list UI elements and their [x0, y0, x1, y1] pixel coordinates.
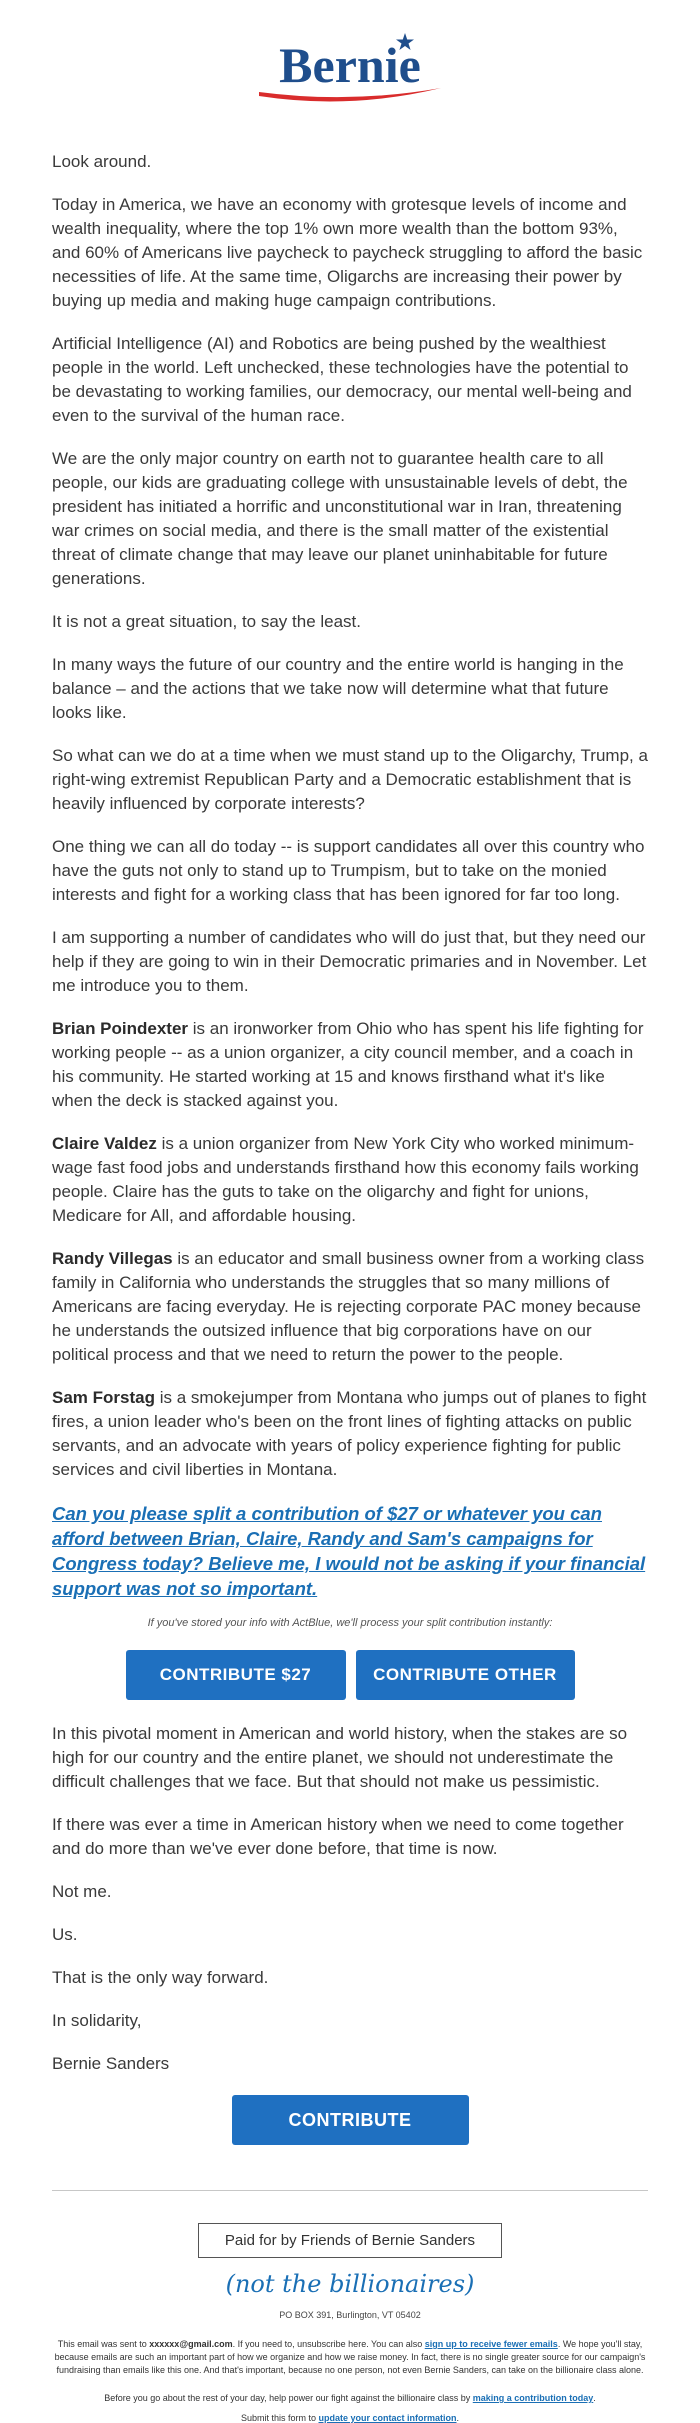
paragraph: Look around.	[52, 152, 152, 171]
paragraph: Artificial Intelligence (AI) and Robotics are being pushed by the wealthiest people in the world. Left unchecked, these technologies have the potential to be devastating to working families, our democracy, our mental well-being and even to the survival of the human race.	[52, 334, 632, 425]
disclaimer-text: . If you need to, unsubscribe here. You can also	[232, 2339, 425, 2349]
candidate-paragraph	[52, 1247, 648, 1367]
candidate-paragraph	[52, 1132, 648, 1228]
paragraph: So what can we do at a time when we must stand up to the Oligarchy, Trump, a right-wing extremist Republican Party and a Democratic establishment that is heavily influenced by corporate interests?	[52, 746, 648, 813]
candidate-name: Claire Valdez	[52, 1134, 157, 1153]
contribute-other-button[interactable]: CONTRIBUTE OTHER	[356, 1650, 575, 1700]
candidate-name: Sam Forstag	[52, 1388, 155, 1407]
paragraph: In this pivotal moment in American and world history, when the stakes are so high for our country and the entire planet, we should not underestimate the difficult challenges that we face. But that should not make us pessimistic.	[52, 1724, 628, 1791]
final-button-row	[52, 2095, 648, 2145]
contribute-line	[0, 2393, 700, 2403]
candidate-name: Brian Poindexter	[52, 1019, 189, 1038]
disclaimer-text: . We hope you'll stay, because emails are such an important part of how we organize and how we raise money. In fact, there is no single greater source for our campaign's fundraising than emails like this one. And that's important, because no one person, not even Bernie Sanders, can take on the billionaire class alone.	[54, 2339, 646, 2375]
paragraph: Not me.	[52, 1882, 112, 1901]
logo-wordmark: Bernie	[279, 37, 421, 93]
mailing-address: PO BOX 391, Burlington, VT 05402	[279, 2310, 421, 2320]
paragraph: That is the only way forward.	[52, 1968, 269, 1987]
contribution-link[interactable]: making a contribution today	[472, 2393, 594, 2403]
candidate-paragraph	[52, 1386, 648, 1482]
disclaimer-text: This email was sent to	[57, 2339, 150, 2349]
contribute-button-row	[52, 1650, 648, 1700]
contribute-line-text: Before you go about the rest of your day, help power our fight against the billionaire class by	[104, 2393, 473, 2403]
email-disclaimer	[0, 2338, 700, 2377]
paragraph: It is not a great situation, to say the least.	[52, 612, 362, 631]
footer-divider	[52, 2190, 648, 2191]
contribute-button[interactable]: CONTRIBUTE	[232, 2095, 469, 2145]
footer	[0, 2223, 700, 2423]
paragraph: One thing we can all do today -- is support candidates all over this country who have the guts not only to stand up to Trumpism, but to take on the monied interests and fight for a working class that has been ignored for far too long.	[52, 837, 645, 904]
recipient-email: xxxxxx@gmail.com	[149, 2339, 233, 2349]
paragraph: We are the only major country on earth not to guarantee health care to all people, our kids are graduating college with unsustainable levels of debt, the president has initiated a horrific and unconstitutional war in Iran, threatening war crimes on social media, and there is the small matter of the existential threat of climate change that may leave our planet uninhabitable for future generations.	[52, 449, 628, 588]
letter-body	[0, 150, 700, 2145]
sign-off: In solidarity,	[52, 2011, 142, 2030]
paragraph: In many ways the future of our country and the entire world is hanging in the balance – and the actions that we take now will determine what that future looks like.	[52, 655, 624, 722]
signature-name: Bernie Sanders	[52, 2054, 170, 2073]
update-line	[0, 2413, 700, 2423]
candidate-description: is an educator and small business owner from a working class family in California who understands the struggles that so many millions of Americans are facing everyday. He is rejecting corporate PAC money because he understands the outsized influence that big corporations have on our political process and that we need to return the power to the people.	[52, 1249, 645, 1364]
closing-section	[52, 1722, 648, 2076]
paragraph: I am supporting a number of candidates who will do just that, but they need our help if they are going to win in their Democratic primaries and in November. Let me introduce you to them.	[52, 928, 647, 995]
contribute-27-button[interactable]: CONTRIBUTE $27	[126, 1650, 346, 1700]
candidate-name: Randy Villegas	[52, 1249, 173, 1268]
paragraph: Today in America, we have an economy with grotesque levels of income and wealth inequality, where the top 1% own more wealth than the bottom 93%, and 60% of Americans live paycheck to paycheck struggling to afford the basic necessities of life. At the same time, Oligarchs are increasing their power by buying up media and making huge campaign contributions.	[52, 195, 643, 310]
period: .	[456, 2413, 460, 2423]
fewer-emails-link[interactable]: sign up to receive fewer emails	[424, 2339, 558, 2349]
candidate-paragraph	[52, 1017, 648, 1113]
paragraph: If there was ever a time in American history when we need to come together and do more than we've ever done before, that time is now.	[52, 1815, 624, 1858]
bernie-logo	[245, 0, 455, 110]
candidate-description: is a union organizer from New York City who worked minimum-wage fast food jobs and understands firsthand how this economy fails working people. Claire has the guts to take on the oligarchy and fight for unions, Medicare for All, and affordable housing.	[52, 1134, 639, 1225]
candidate-description: is an ironworker from Ohio who has spent his life fighting for working people -- as a union organizer, a city council member, and a coach in his community. He started working at 15 and knows firsthand what it's like when the deck is stacked against you.	[52, 1019, 644, 1110]
actblue-note: If you've stored your info with ActBlue, we'll process your split contribution instantly:	[147, 1617, 553, 1629]
update-line-text: Submit this form to	[240, 2413, 319, 2423]
update-contact-link[interactable]: update your contact information	[318, 2413, 457, 2423]
period: .	[593, 2393, 596, 2403]
paragraph: Us.	[52, 1925, 78, 1944]
tagline: (not the billionaires)	[225, 2270, 475, 2298]
paid-for-box: Paid for by Friends of Bernie Sanders	[198, 2223, 502, 2258]
candidate-description: is a smokejumper from Montana who jumps out of planes to fight fires, a union leader who's been on the front lines of fighting attacks on public servants, and an advocate with years of policy experience fighting for public services and civil liberties in Montana.	[52, 1388, 647, 1479]
contribution-ask-link[interactable]: Can you please split a contribution of $27 or whatever you can afford between Brian, Claire, Randy and Sam's campaigns for Congress today? Believe me, I would not be asking if your financial support was not so important.	[52, 1503, 646, 1599]
